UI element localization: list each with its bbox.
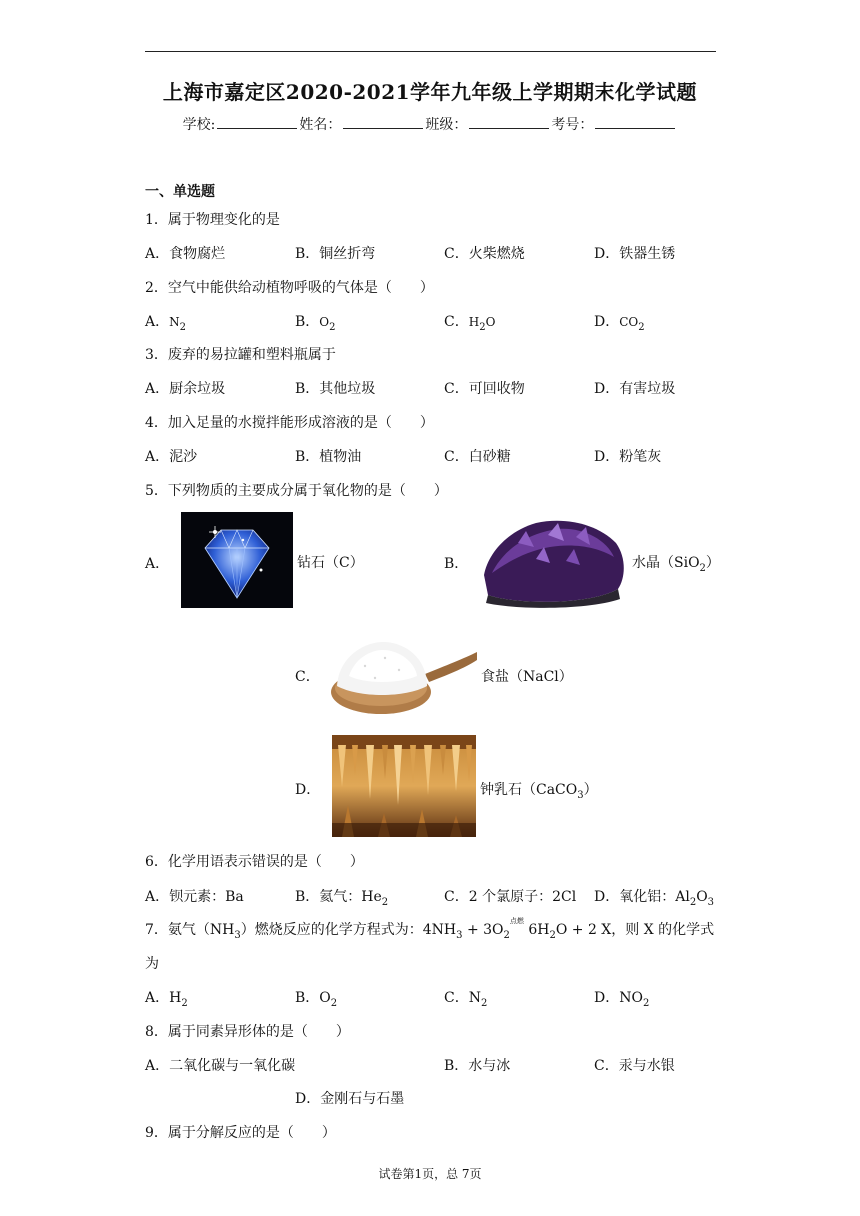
q5-option-d-label: D． bbox=[295, 782, 321, 798]
section-title: 一、单选题 bbox=[145, 184, 215, 200]
question-8-stem: 8．属于同素异形体的是（ ） bbox=[145, 1024, 350, 1040]
question-4-stem: 4．加入足量的水搅拌能形成溶液的是（ ） bbox=[145, 415, 434, 431]
q8-option-d: D．金刚石与石墨 bbox=[295, 1091, 405, 1107]
q8-option-b: B．水与冰 bbox=[444, 1058, 511, 1074]
name-label: 姓名： bbox=[299, 117, 342, 133]
q2-option-d: D．$CO_2$ bbox=[594, 314, 645, 333]
diamond-image bbox=[181, 512, 293, 608]
q7-option-b: B．$O_2$ bbox=[295, 990, 338, 1009]
q5-option-a-text: 钻石（C） bbox=[297, 555, 364, 571]
q5-option-b-text: 水晶（SiO$_2$） bbox=[632, 555, 720, 574]
q7-option-a: A．$H_2$ bbox=[145, 990, 188, 1009]
q5-option-d-text: 钟乳石（CaCO$_3$） bbox=[480, 782, 598, 801]
q4-option-b: B．植物油 bbox=[295, 449, 362, 465]
question-6-stem: 6．化学用语表示错误的是（ ） bbox=[145, 854, 364, 870]
q2-option-a: A．$N_2$ bbox=[145, 314, 186, 333]
q7-option-c: C．$N_2$ bbox=[444, 990, 488, 1009]
student-info-line bbox=[0, 114, 860, 134]
q6-option-d: D．氧化铝：$Al_2O_3$ bbox=[594, 889, 715, 908]
school-blank bbox=[217, 114, 297, 129]
q8-option-a: A．二氧化碳与一氧化碳 bbox=[145, 1058, 296, 1074]
question-7-stem-line-2: 为 bbox=[145, 956, 159, 972]
q1-option-d: D．铁器生锈 bbox=[594, 246, 676, 262]
q8-option-c: C．汞与水银 bbox=[594, 1058, 675, 1074]
q2-option-c: C．$H_2O$ bbox=[444, 314, 496, 333]
q1-option-a: A．食物腐烂 bbox=[145, 246, 226, 262]
q5-option-c-label: C． bbox=[295, 669, 320, 685]
salt-spoon-image bbox=[325, 636, 477, 720]
page-footer: 试卷第1页，总 7页 bbox=[378, 1167, 482, 1181]
q3-option-b: B．其他垃圾 bbox=[295, 381, 376, 397]
header-rule bbox=[145, 51, 716, 52]
q6-option-b: B．氦气：$He_2$ bbox=[295, 889, 389, 908]
q4-option-c: C．白砂糖 bbox=[444, 449, 511, 465]
question-7-stem-line-1: 7．氨气$(NH_3)$燃烧反应的化学方程式为：$4NH_3 + 3O_2^{点燃}$ $6H_2O + 2$ X，则 X 的化学式 bbox=[145, 917, 715, 941]
exam-no-blank bbox=[595, 114, 675, 129]
q6-option-a: A．钡元素：Ba bbox=[145, 889, 244, 905]
q4-option-a: A．泥沙 bbox=[145, 449, 198, 465]
question-2-stem: 2．空气中能供给动植物呼吸的气体是（ ） bbox=[145, 280, 434, 296]
q6-option-c: C．2 个氯原子：2Cl bbox=[444, 889, 577, 905]
school-label: 学校: bbox=[182, 117, 216, 133]
question-5-stem: 5．下列物质的主要成分属于氧化物的是（ ） bbox=[145, 483, 448, 499]
reaction-condition: 点燃 bbox=[509, 917, 524, 925]
name-blank bbox=[343, 114, 423, 129]
question-1-stem: 1．属于物理变化的是 bbox=[145, 212, 280, 228]
q3-option-a: A．厨余垃圾 bbox=[145, 381, 226, 397]
q5-option-a-label: A． bbox=[145, 556, 170, 572]
q5-option-b-label: B． bbox=[444, 556, 469, 572]
exam-title: 上海市嘉定区2020-2021学年九年级上学期期末化学试题 bbox=[162, 80, 698, 104]
question-9-stem: 9．属于分解反应的是（ ） bbox=[145, 1125, 336, 1141]
stalactite-cave-image bbox=[332, 735, 476, 837]
class-label: 班级： bbox=[425, 117, 468, 133]
q1-option-b: B．铜丝折弯 bbox=[295, 246, 376, 262]
q5-option-c-text: 食盐（NaCl） bbox=[481, 669, 573, 685]
exam-no-label: 考号： bbox=[551, 117, 594, 133]
q3-option-d: D．有害垃圾 bbox=[594, 381, 676, 397]
question-3-stem: 3．废弃的易拉罐和塑料瓶属于 bbox=[145, 347, 336, 363]
q4-option-d: D．粉笔灰 bbox=[594, 449, 662, 465]
q2-option-b: B．$O_2$ bbox=[295, 314, 336, 333]
class-blank bbox=[469, 114, 549, 129]
quartz-crystal-image bbox=[478, 513, 628, 610]
q3-option-c: C．可回收物 bbox=[444, 381, 525, 397]
q7-option-d: D．$NO_2$ bbox=[594, 990, 650, 1009]
q1-option-c: C．火柴燃烧 bbox=[444, 246, 525, 262]
